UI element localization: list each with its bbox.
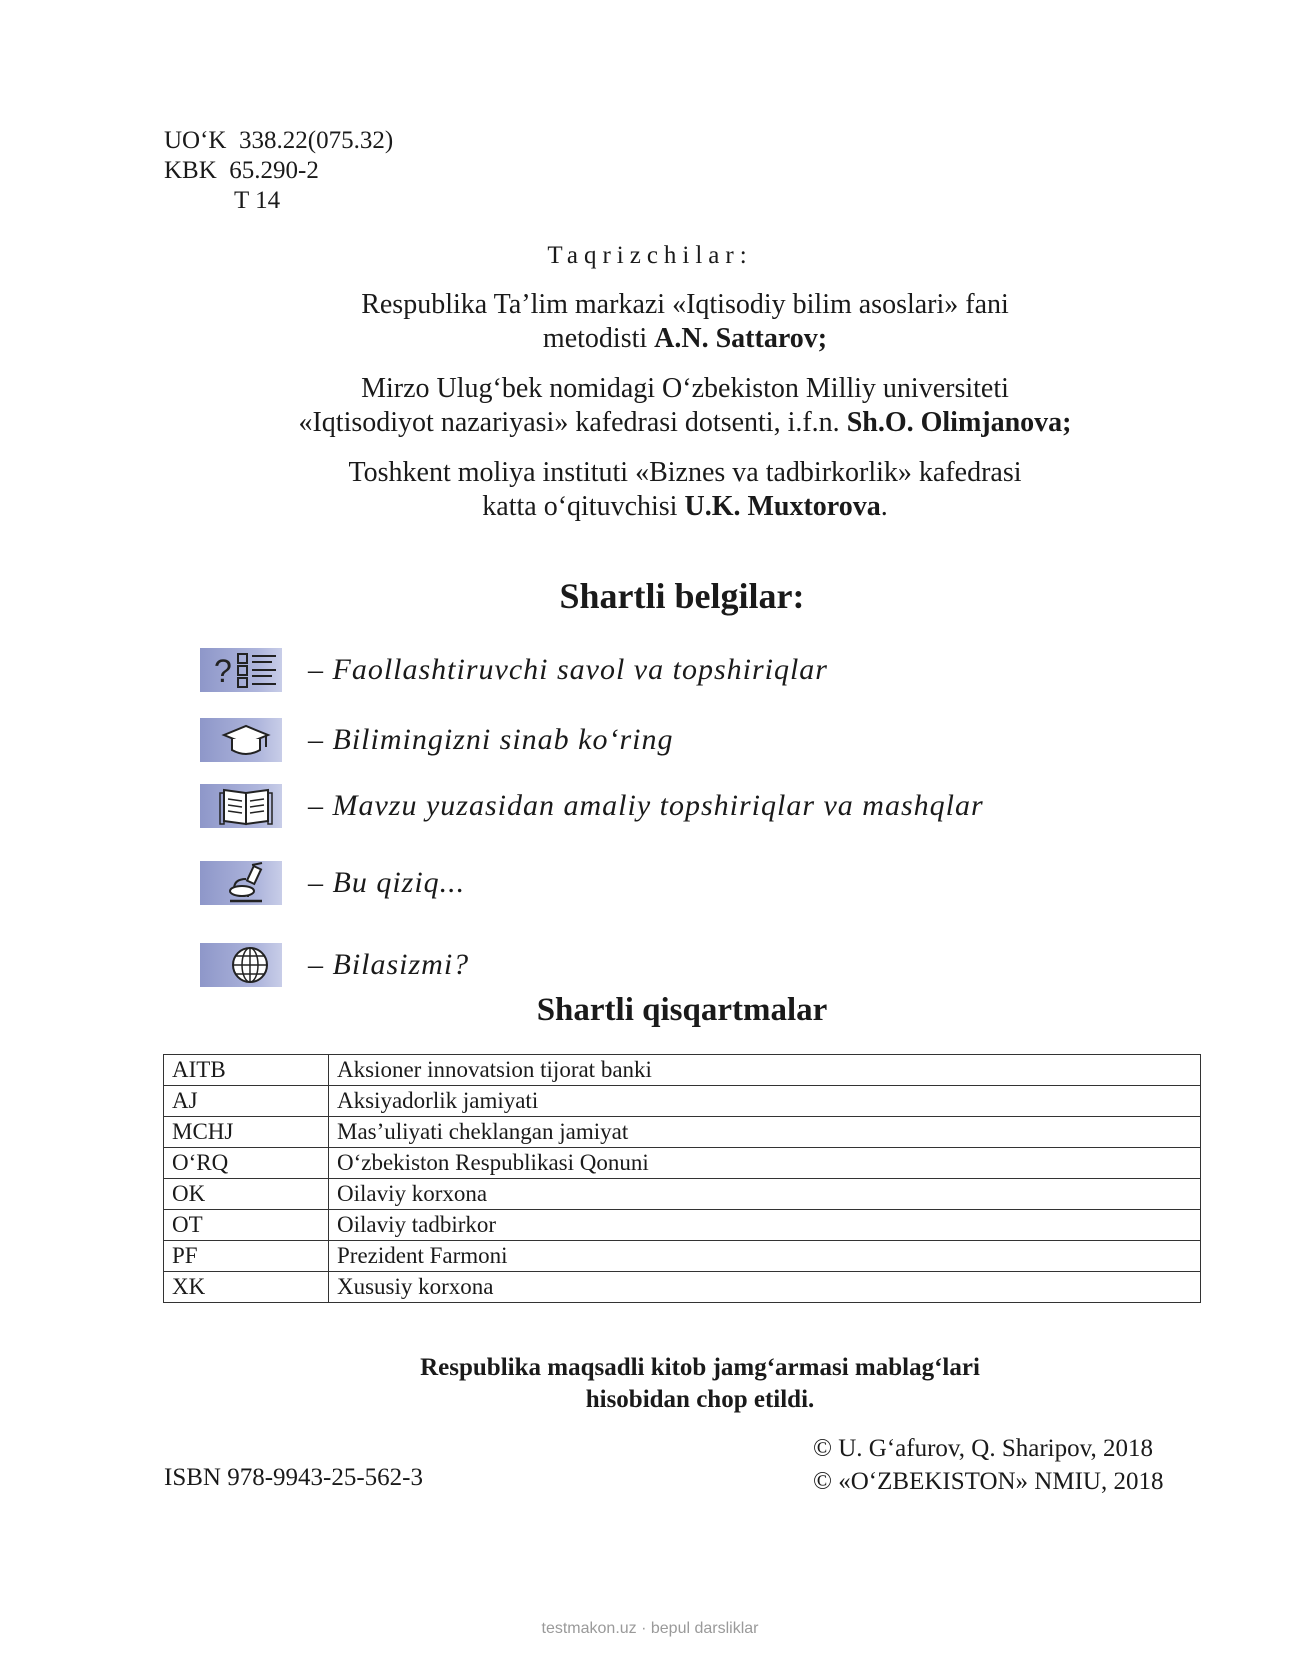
abbr-code: OT: [164, 1210, 329, 1241]
reviewer-3-line2: [150, 490, 1220, 524]
reviewer-1: [150, 288, 1220, 356]
abbr-meaning: O‘zbekiston Respublikasi Qonuni: [329, 1148, 1201, 1179]
reviewers-title: Taqrizchilar:: [547, 242, 753, 269]
abbr-code: AITB: [164, 1055, 329, 1086]
copyright-publisher: © «O‘ZBEKISTON» NMIU, 2018: [813, 1468, 1164, 1495]
legend-text-interesting: – Bu qiziq...: [308, 866, 466, 899]
reviewer-2-name: Sh.O. Olimjanova;: [846, 407, 1072, 438]
question-checklist-icon: [200, 648, 282, 692]
abbreviations-table: [163, 1054, 1201, 1303]
legend-text-test-knowledge: – Bilimingizni sinab ko‘ring: [308, 723, 674, 756]
copyright-authors: © U. G‘afurov, Q. Sharipov, 2018: [813, 1435, 1154, 1462]
legend-item-practical-tasks: [200, 781, 984, 831]
abbr-meaning: Aksiyadorlik jamiyati: [329, 1086, 1201, 1117]
watermark: testmakon.uz · bepul darsliklar: [541, 1620, 759, 1637]
copyright-block: [813, 1432, 1163, 1498]
reviewer-2-position: «Iqtisodiyot nazariyasi» kafedrasi dotsenti, i.f.n.: [298, 407, 847, 438]
abbr-meaning: Aksioner innovatsion tijorat banki: [329, 1055, 1201, 1086]
legend-title: Shartli belgilar:: [559, 576, 805, 616]
legend-text-questions: – Faollashtiruvchi savol va topshiriqlar: [308, 653, 828, 686]
legend-item-interesting: [200, 858, 465, 908]
abbr-code: AJ: [164, 1086, 329, 1117]
abbr-code: O‘RQ: [164, 1148, 329, 1179]
abbr-meaning: Oilaviy korxona: [329, 1179, 1201, 1210]
abbr-meaning: Oilaviy tadbirkor: [329, 1210, 1201, 1241]
legend-item-questions: [200, 645, 828, 695]
reviewer-1-name: A.N. Sattarov;: [654, 323, 828, 354]
isbn: ISBN 978-9943-25-562-3: [164, 1464, 424, 1491]
classification-codes: [164, 126, 393, 216]
open-book-icon: [200, 784, 282, 828]
abbr-meaning: Xususiy korxona: [329, 1272, 1201, 1303]
legend-item-did-you-know: [200, 940, 469, 990]
reviewer-2-line1: Mirzo Ulug‘bek nomidagi O‘zbekiston Milliy universiteti: [361, 373, 1009, 404]
table-row: [164, 1179, 1201, 1210]
table-row: [164, 1086, 1201, 1117]
udk-code: UO‘K 338.22(075.32): [164, 127, 394, 154]
svg-text:?: ?: [214, 653, 232, 689]
table-row: [164, 1272, 1201, 1303]
reviewer-2-line2: [150, 406, 1220, 440]
reviewer-3-suffix: .: [880, 491, 888, 522]
table-row: [164, 1241, 1201, 1272]
funding-line2: hisobidan chop etildi.: [585, 1386, 815, 1413]
reviewer-1-line2: [150, 322, 1220, 356]
kbk-code: KBK 65.290-2: [164, 157, 319, 184]
reviewer-3-name: U.K. Muxtorova: [684, 491, 881, 522]
funding-note: [0, 1352, 1300, 1416]
table-row: [164, 1210, 1201, 1241]
abbr-code: OK: [164, 1179, 329, 1210]
reviewer-2: [150, 372, 1220, 440]
abbr-code: MCHJ: [164, 1117, 329, 1148]
table-row: [164, 1117, 1201, 1148]
reviewer-1-line1: Respublika Ta’lim markazi «Iqtisodiy bilim asoslari» fani: [361, 289, 1009, 320]
table-row: [164, 1055, 1201, 1086]
author-mark: T 14: [234, 187, 281, 214]
funding-line1: Respublika maqsadli kitob jamg‘armasi mablag‘lari: [420, 1354, 980, 1381]
reviewer-3-line1: Toshkent moliya instituti «Biznes va tadbirkorlik» kafedrasi: [348, 457, 1022, 488]
legend-text-practical-tasks: – Mavzu yuzasidan amaliy topshiriqlar va mashqlar: [308, 789, 984, 822]
globe-icon: [200, 943, 282, 987]
abbr-meaning: Mas’uliyati cheklangan jamiyat: [329, 1117, 1201, 1148]
abbr-code: PF: [164, 1241, 329, 1272]
reviewer-3: [150, 456, 1220, 524]
graduation-cap-icon: [200, 718, 282, 762]
abbr-code: XK: [164, 1272, 329, 1303]
legend-text-did-you-know: – Bilasizmi?: [308, 948, 470, 981]
reviewer-3-position: katta o‘qituvchisi: [482, 491, 685, 522]
microscope-icon: [200, 861, 282, 905]
abbr-meaning: Prezident Farmoni: [329, 1241, 1201, 1272]
reviewer-1-position: metodisti: [542, 323, 655, 354]
table-row: [164, 1148, 1201, 1179]
abbreviations-title: Shartli qisqartmalar: [536, 992, 828, 1028]
legend-item-test-knowledge: [200, 715, 674, 765]
